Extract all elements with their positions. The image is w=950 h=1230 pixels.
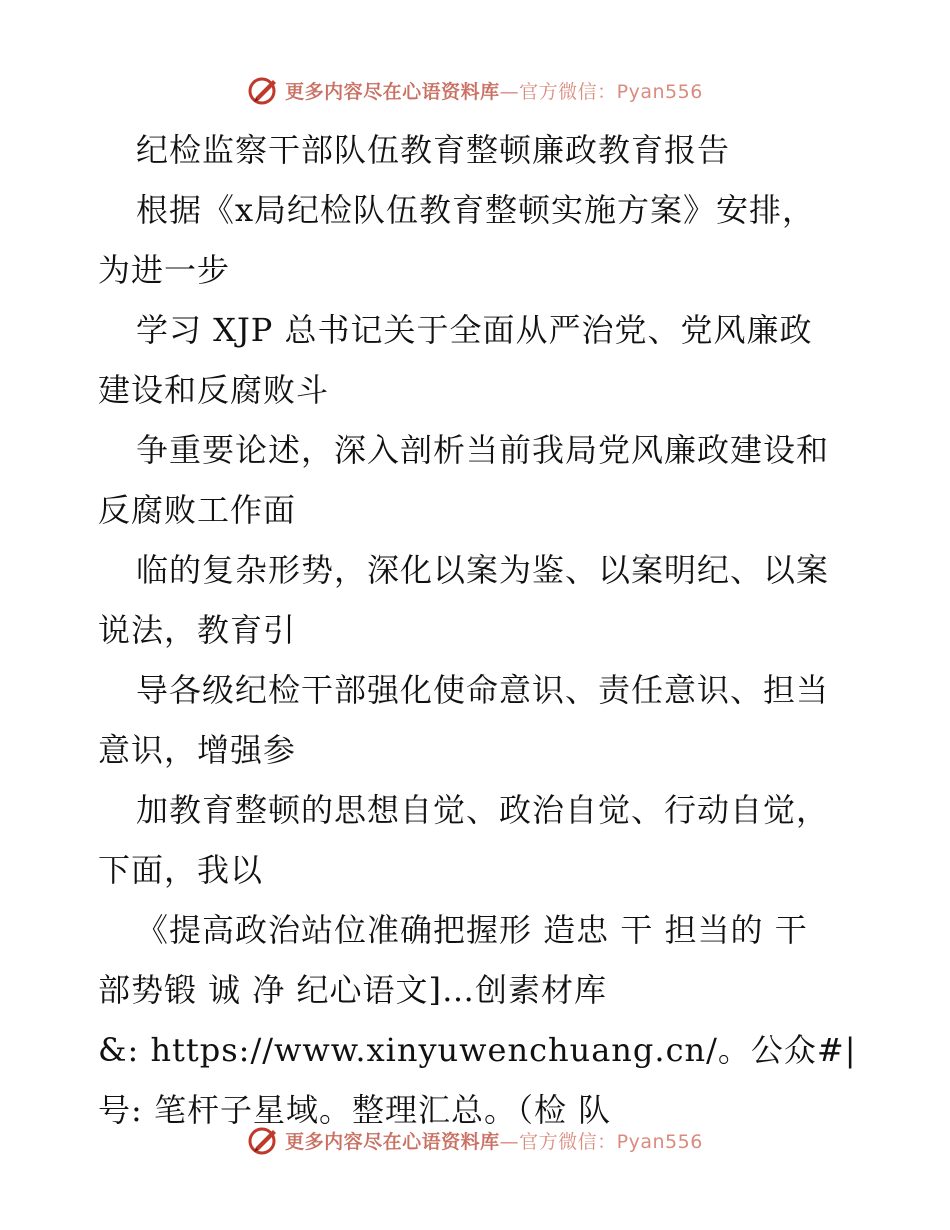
pen-logo-icon: [247, 73, 281, 107]
header-banner: [0, 70, 950, 110]
paragraph-line: 说法，教育引: [98, 611, 297, 649]
paragraph-line: 建设和反腐败斗: [98, 371, 330, 409]
banner-text: [285, 77, 703, 104]
paragraph-line: 学习 XJP 总书记关于全面从严治党、党风廉政: [136, 311, 813, 349]
banner-trail: —官方微信：Pyan556: [499, 1130, 703, 1153]
paragraph-line: 反腐败工作面: [98, 491, 297, 529]
paragraph-line: 下面，我以: [98, 851, 264, 889]
paragraph-line: 为进一步: [98, 251, 231, 289]
footer-banner: [0, 1120, 950, 1160]
paragraph-line: 号: 笔杆子星域。整理汇总。（检 队: [98, 1091, 612, 1129]
paragraph-line: 部势锻 诚 净 纪心语文]…创素材库: [98, 971, 608, 1009]
banner-trail: —官方微信：Pyan556: [499, 80, 703, 103]
paragraph-line: 《提高政治站位准确把握形 造忠 干 担当的 干: [136, 911, 808, 949]
paragraph-line: 争重要论述，深入剖析当前我局党风廉政建设和: [136, 431, 830, 469]
document-body: [98, 120, 858, 1140]
document-title: 纪检监察干部队伍教育整顿廉政教育报告: [136, 131, 731, 169]
banner-text: [285, 1127, 703, 1154]
paragraph-line: &: https://www.xinyuwenchuang.cn/。公众#|: [98, 1031, 857, 1069]
paragraph-line: 意识，增强参: [98, 731, 297, 769]
pen-logo-icon: [247, 1123, 281, 1157]
paragraph-line: 根据《x局纪检队伍教育整顿实施方案》安排，: [136, 191, 816, 229]
banner-lead: 更多内容尽在心语资料库: [285, 1130, 500, 1153]
paragraph-line: 临的复杂形势，深化以案为鉴、以案明纪、以案: [136, 551, 830, 589]
paragraph-line: 加教育整顿的思想自觉、政治自觉、行动自觉，: [136, 791, 830, 829]
paragraph-line: 导各级纪检干部强化使命意识、责任意识、担当: [136, 671, 830, 709]
banner-lead: 更多内容尽在心语资料库: [285, 80, 500, 103]
